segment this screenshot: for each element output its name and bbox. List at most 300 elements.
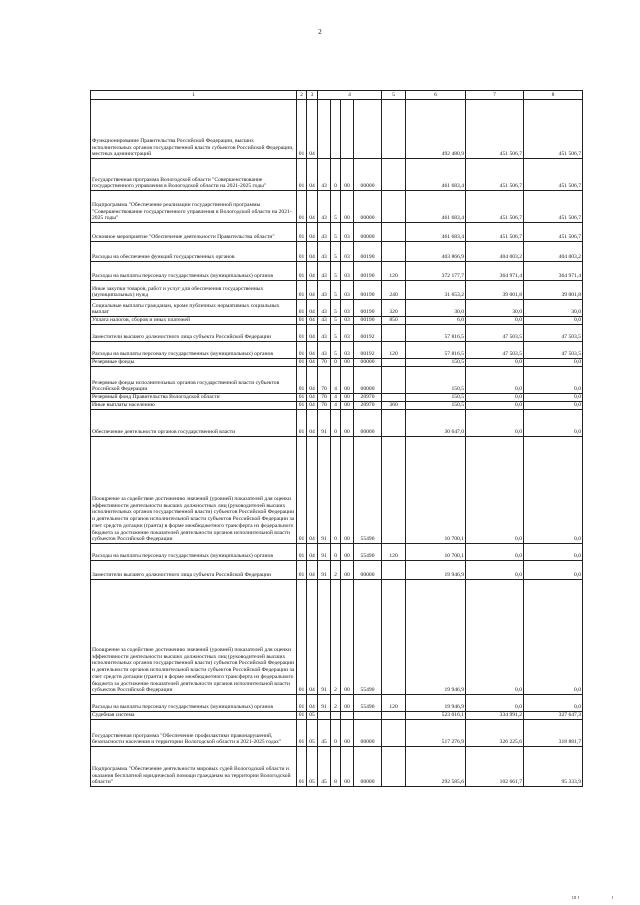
amount-2025-cell: 0,0 xyxy=(524,394,583,402)
program-code-cell: 43 xyxy=(318,223,331,242)
event-code-cell xyxy=(341,712,354,720)
amount-2023-cell: 372 177,7 xyxy=(406,262,466,281)
section-code-cell: 01 xyxy=(297,191,307,223)
event-code-cell: 03 xyxy=(341,325,354,342)
expense-type-cell xyxy=(382,191,406,223)
program-code-cell: 91 xyxy=(318,437,331,544)
row-name-cell: Судебная система xyxy=(91,712,297,720)
subsection-code-cell: 04 xyxy=(307,561,318,580)
program-code-cell: 45 xyxy=(318,720,331,747)
amount-2024-cell: 39 001,8 xyxy=(466,281,524,300)
amount-2024-cell: 451 506,7 xyxy=(466,191,524,223)
section-code-cell: 01 xyxy=(297,342,307,359)
subsection-code-cell: 04 xyxy=(307,281,318,300)
direction-code-cell: 00190 xyxy=(354,281,382,300)
amount-2024-cell: 0,0 xyxy=(466,695,524,712)
event-code-cell: 00 xyxy=(341,544,354,561)
amount-2023-cell: 6,0 xyxy=(406,317,466,325)
expense-type-cell: 360 xyxy=(382,402,406,410)
section-code-cell: 01 xyxy=(297,747,307,787)
row-name-cell: Заместители высшего должностного лица субъекта Российской Федерации xyxy=(91,325,297,342)
program-code-cell: 43 xyxy=(318,262,331,281)
amount-2025-cell: 0,0 xyxy=(524,317,583,325)
program-code-cell: 43 xyxy=(318,342,331,359)
direction-code-cell: 55490 xyxy=(354,695,382,712)
row-name-cell: Основное мероприятие "Обеспечение деятельности Правительства области" xyxy=(91,223,297,242)
subprogram-code-cell: 5 xyxy=(331,262,341,281)
subprogram-code-cell: 0 xyxy=(331,359,341,367)
amount-2025-cell: 0,0 xyxy=(524,402,583,410)
subsection-code-cell: 05 xyxy=(307,712,318,720)
amount-2025-cell: 0,0 xyxy=(524,367,583,394)
amount-2023-cell: 492 480,9 xyxy=(406,100,466,159)
section-code-cell: 01 xyxy=(297,580,307,695)
program-code-cell: 43 xyxy=(318,191,331,223)
event-code-cell: 00 xyxy=(341,359,354,367)
amount-2024-cell: 30,0 xyxy=(466,300,524,317)
section-code-cell: 01 xyxy=(297,159,307,191)
amount-2023-cell: 150,5 xyxy=(406,402,466,410)
direction-code-cell: 00000 xyxy=(354,410,382,437)
header-cell: 4 xyxy=(318,91,382,100)
direction-code-cell xyxy=(354,712,382,720)
subsection-code-cell: 04 xyxy=(307,695,318,712)
row-name-cell: Расходы на выплаты персоналу государственных (муниципальных) органов xyxy=(91,695,297,712)
subprogram-code-cell: 0 xyxy=(331,720,341,747)
subsection-code-cell: 04 xyxy=(307,359,318,367)
amount-2023-cell: 150,5 xyxy=(406,367,466,394)
direction-code-cell: 00000 xyxy=(354,367,382,394)
amount-2025-cell: 327 647,3 xyxy=(524,712,583,720)
amount-2023-cell: 292 585,6 xyxy=(406,747,466,787)
amount-2024-cell: 0,0 xyxy=(466,317,524,325)
subsection-code-cell: 04 xyxy=(307,317,318,325)
header-cell: 7 xyxy=(466,91,524,100)
row-name-cell: Поощрение за содействие достижению значений (уровней) показателей для оценки эффективности деятельности высших должностных лиц (руководителей высших исполнительных органов государственной власти) субъектов Российской Федерации и деятельности органов исполнительной власти субъектов Российской Федерации за счет средств дотации (гранта) в форме межбюджетного трансферта из федерального бюджета за достижение показателей деятельности органов исполнительной власти субъектов Российской Федерации xyxy=(91,580,297,695)
table-row xyxy=(91,262,583,281)
amount-2025-cell: 95 333,9 xyxy=(524,747,583,787)
amount-2024-cell: 0,0 xyxy=(466,402,524,410)
expense-type-cell xyxy=(382,159,406,191)
expense-type-cell xyxy=(382,747,406,787)
subsection-code-cell: 04 xyxy=(307,367,318,394)
amount-2024-cell: 364 971,4 xyxy=(466,262,524,281)
subprogram-code-cell: 0 xyxy=(331,159,341,191)
subprogram-code-cell: 5 xyxy=(331,281,341,300)
direction-code-cell: 00192 xyxy=(354,342,382,359)
amount-2024-cell: 404 003,2 xyxy=(466,242,524,262)
program-code-cell: 70 xyxy=(318,402,331,410)
amount-2024-cell: 334 991,2 xyxy=(466,712,524,720)
section-code-cell: 01 xyxy=(297,281,307,300)
subsection-code-cell: 04 xyxy=(307,191,318,223)
amount-2024-cell: 102 661,7 xyxy=(466,747,524,787)
section-code-cell: 01 xyxy=(297,437,307,544)
amount-2023-cell: 461 683,4 xyxy=(406,159,466,191)
section-code-cell: 01 xyxy=(297,394,307,402)
table-row xyxy=(91,342,583,359)
row-name-cell: Поощрение за содействие достижению значений (уровней) показателей для оценки эффективности деятельности высших должностных лиц (руководителей высших исполнительных органов государственной власти) субъектов Российской Федерации и деятельности органов исполнительной власти субъектов Российской Федерации за счет средств дотации (гранта) в форме межбюджетного трансферта из федерального бюджета за достижение показателей деятельности органов исполнительной власти субъектов Российской Федерации xyxy=(91,437,297,544)
subprogram-code-cell: 2 xyxy=(331,580,341,695)
event-code-cell: 00 xyxy=(341,747,354,787)
subprogram-code-cell xyxy=(331,100,341,159)
subsection-code-cell: 04 xyxy=(307,394,318,402)
row-name-cell: Заместители высшего должностного лица субъекта Российской Федерации xyxy=(91,561,297,580)
budget-table xyxy=(90,90,583,787)
expense-type-cell: 120 xyxy=(382,262,406,281)
table-row xyxy=(91,191,583,223)
amount-2023-cell: 10 700,1 xyxy=(406,437,466,544)
program-code-cell: 91 xyxy=(318,580,331,695)
header-cell: 1 xyxy=(91,91,297,100)
expense-type-cell xyxy=(382,367,406,394)
amount-2024-cell: 47 503,5 xyxy=(466,325,524,342)
amount-2023-cell: 19 946,9 xyxy=(406,580,466,695)
section-code-cell: 01 xyxy=(297,712,307,720)
amount-2025-cell: 451 506,7 xyxy=(524,100,583,159)
section-code-cell: 01 xyxy=(297,262,307,281)
row-name-cell: Расходы на обеспечение функций государственных органов xyxy=(91,242,297,262)
amount-2025-cell: 0,0 xyxy=(524,561,583,580)
amount-2025-cell: 451 506,7 xyxy=(524,223,583,242)
direction-code-cell: 55490 xyxy=(354,437,382,544)
amount-2024-cell: 0,0 xyxy=(466,367,524,394)
table-row xyxy=(91,325,583,342)
event-code-cell: 00 xyxy=(341,561,354,580)
amount-2025-cell: 0,0 xyxy=(524,410,583,437)
section-code-cell: 01 xyxy=(297,367,307,394)
event-code-cell: 00 xyxy=(341,394,354,402)
event-code-cell: 00 xyxy=(341,402,354,410)
subprogram-code-cell: 5 xyxy=(331,325,341,342)
direction-code-cell: 00190 xyxy=(354,317,382,325)
row-name-cell: Резервный фонд Правительства Вологодской области xyxy=(91,394,297,402)
subprogram-code-cell: 5 xyxy=(331,223,341,242)
event-code-cell: 00 xyxy=(341,580,354,695)
section-code-cell: 01 xyxy=(297,720,307,747)
amount-2023-cell: 461 683,4 xyxy=(406,223,466,242)
header-cell: 6 xyxy=(406,91,466,100)
expense-type-cell xyxy=(382,410,406,437)
amount-2023-cell: 30,0 xyxy=(406,300,466,317)
expense-type-cell: 320 xyxy=(382,300,406,317)
amount-2025-cell: 451 506,7 xyxy=(524,191,583,223)
amount-2024-cell: 0,0 xyxy=(466,544,524,561)
amount-2025-cell: 0,0 xyxy=(524,544,583,561)
amount-2023-cell: 19 946,9 xyxy=(406,561,466,580)
program-code-cell: 91 xyxy=(318,695,331,712)
program-code-cell: 43 xyxy=(318,317,331,325)
row-name-cell: Расходы на выплаты персоналу государственных (муниципальных) органов xyxy=(91,544,297,561)
subsection-code-cell: 04 xyxy=(307,159,318,191)
expense-type-cell xyxy=(382,100,406,159)
table-row xyxy=(91,300,583,317)
subprogram-code-cell: 2 xyxy=(331,561,341,580)
event-code-cell: 00 xyxy=(341,410,354,437)
table-header-row xyxy=(91,91,583,100)
row-name-cell: Обеспечение деятельности органов государственной власти xyxy=(91,410,297,437)
amount-2025-cell: 364 971,4 xyxy=(524,262,583,281)
expense-type-cell xyxy=(382,394,406,402)
row-name-cell: Функционирование Правительства Российской Федерации, высших исполнительных органов государственной власти субъектов Российской Федерации, местных администраций xyxy=(91,100,297,159)
program-code-cell: 70 xyxy=(318,359,331,367)
amount-2024-cell: 451 506,7 xyxy=(466,100,524,159)
direction-code-cell: 00192 xyxy=(354,325,382,342)
expense-type-cell xyxy=(382,712,406,720)
amount-2024-cell: 47 503,5 xyxy=(466,342,524,359)
header-cell: 2 xyxy=(297,91,307,100)
table-row xyxy=(91,159,583,191)
direction-code-cell: 55490 xyxy=(354,544,382,561)
amount-2023-cell: 19 946,9 xyxy=(406,695,466,712)
table-row xyxy=(91,317,583,325)
amount-2023-cell: 523 016,1 xyxy=(406,712,466,720)
amount-2025-cell: 30,0 xyxy=(524,300,583,317)
section-code-cell: 01 xyxy=(297,410,307,437)
amount-2023-cell: 57 816,5 xyxy=(406,325,466,342)
table-row xyxy=(91,100,583,159)
subsection-code-cell: 04 xyxy=(307,342,318,359)
amount-2024-cell: 451 506,7 xyxy=(466,159,524,191)
amount-2023-cell: 517 276,9 xyxy=(406,720,466,747)
program-code-cell: 43 xyxy=(318,159,331,191)
subprogram-code-cell: 0 xyxy=(331,437,341,544)
event-code-cell: 03 xyxy=(341,281,354,300)
amount-2025-cell: 39 001,8 xyxy=(524,281,583,300)
program-code-cell: 70 xyxy=(318,367,331,394)
header-cell: 5 xyxy=(382,91,406,100)
amount-2025-cell: 0,0 xyxy=(524,580,583,695)
amount-2024-cell: 326 225,6 xyxy=(466,720,524,747)
direction-code-cell: 00000 xyxy=(354,359,382,367)
amount-2025-cell: 0,0 xyxy=(524,359,583,367)
row-name-cell: Иные выплаты населению xyxy=(91,402,297,410)
subsection-code-cell: 04 xyxy=(307,402,318,410)
expense-type-cell xyxy=(382,359,406,367)
direction-code-cell: 00000 xyxy=(354,191,382,223)
direction-code-cell: 00000 xyxy=(354,561,382,580)
expense-type-cell: 120 xyxy=(382,342,406,359)
table-row xyxy=(91,394,583,402)
amount-2024-cell: 0,0 xyxy=(466,561,524,580)
direction-code-cell: 00000 xyxy=(354,159,382,191)
subprogram-code-cell: 0 xyxy=(331,544,341,561)
amount-2025-cell: 404 003,2 xyxy=(524,242,583,262)
footer-mark: III I xyxy=(572,895,580,900)
table-row xyxy=(91,544,583,561)
section-code-cell: 01 xyxy=(297,325,307,342)
header-cell: 8 xyxy=(524,91,583,100)
subsection-code-cell: 04 xyxy=(307,242,318,262)
amount-2023-cell: 461 683,4 xyxy=(406,191,466,223)
program-code-cell: 91 xyxy=(318,561,331,580)
table-row xyxy=(91,242,583,262)
amount-2024-cell: 0,0 xyxy=(466,437,524,544)
event-code-cell: 00 xyxy=(341,191,354,223)
amount-2025-cell: 451 506,7 xyxy=(524,159,583,191)
program-code-cell: 45 xyxy=(318,747,331,787)
section-code-cell: 01 xyxy=(297,100,307,159)
row-name-cell: Иные закупки товаров, работ и услуг для обеспечения государственных (муниципальных) нужд xyxy=(91,281,297,300)
subprogram-code-cell: 5 xyxy=(331,342,341,359)
row-name-cell: Государственная программа "Обеспечение профилактики правонарушений, безопасности населения и территории Вологодской области в 2021-2025 годах" xyxy=(91,720,297,747)
direction-code-cell: 55490 xyxy=(354,580,382,695)
row-name-cell: Подпрограмма "Обеспечение деятельности мировых судей Вологодской области и оказания бесплатной юридической помощи гражданам на территории Вологодской области" xyxy=(91,747,297,787)
event-code-cell: 03 xyxy=(341,342,354,359)
subprogram-code-cell: 4 xyxy=(331,367,341,394)
expense-type-cell: 240 xyxy=(382,281,406,300)
program-code-cell: 43 xyxy=(318,300,331,317)
table-row xyxy=(91,223,583,242)
direction-code-cell: 20970 xyxy=(354,402,382,410)
event-code-cell: 03 xyxy=(341,242,354,262)
direction-code-cell xyxy=(354,100,382,159)
subprogram-code-cell: 4 xyxy=(331,402,341,410)
event-code-cell: 00 xyxy=(341,695,354,712)
expense-type-cell: 120 xyxy=(382,695,406,712)
amount-2025-cell: 47 503,5 xyxy=(524,342,583,359)
event-code-cell: 03 xyxy=(341,262,354,281)
expense-type-cell xyxy=(382,325,406,342)
subprogram-code-cell: 8 xyxy=(331,747,341,787)
table-row xyxy=(91,712,583,720)
event-code-cell: 00 xyxy=(341,437,354,544)
table-row xyxy=(91,695,583,712)
subprogram-code-cell: 2 xyxy=(331,695,341,712)
amount-2023-cell: 31 653,2 xyxy=(406,281,466,300)
row-name-cell: Уплата налогов, сборов и иных платежей xyxy=(91,317,297,325)
direction-code-cell: 00190 xyxy=(354,262,382,281)
expense-type-cell xyxy=(382,242,406,262)
footer-mark: I xyxy=(612,895,614,900)
table-row xyxy=(91,410,583,437)
row-name-cell: Расходы на выплаты персоналу государственных (муниципальных) органов xyxy=(91,342,297,359)
table-row xyxy=(91,367,583,394)
amount-2023-cell: 10 700,1 xyxy=(406,544,466,561)
amount-2024-cell: 0,0 xyxy=(466,410,524,437)
expense-type-cell xyxy=(382,223,406,242)
expense-type-cell xyxy=(382,561,406,580)
direction-code-cell: 00190 xyxy=(354,300,382,317)
table-row xyxy=(91,561,583,580)
section-code-cell: 01 xyxy=(297,223,307,242)
subsection-code-cell: 04 xyxy=(307,410,318,437)
program-code-cell xyxy=(318,712,331,720)
subprogram-code-cell: 5 xyxy=(331,242,341,262)
subprogram-code-cell: 4 xyxy=(331,394,341,402)
amount-2023-cell: 30 647,0 xyxy=(406,410,466,437)
row-name-cell: Подпрограмма "Обеспечение реализации государственной программы "Совершенствование государственного управления в Вологодской области на 2021-2025 годы" xyxy=(91,191,297,223)
expense-type-cell: 850 xyxy=(382,317,406,325)
direction-code-cell: 00190 xyxy=(354,242,382,262)
row-name-cell: Расходы на выплаты персоналу государственных (муниципальных) органов xyxy=(91,262,297,281)
amount-2024-cell: 451 506,7 xyxy=(466,223,524,242)
section-code-cell: 01 xyxy=(297,359,307,367)
subsection-code-cell: 04 xyxy=(307,100,318,159)
amount-2024-cell: 0,0 xyxy=(466,359,524,367)
expense-type-cell xyxy=(382,580,406,695)
subprogram-code-cell: 5 xyxy=(331,317,341,325)
amount-2025-cell: 0,0 xyxy=(524,695,583,712)
event-code-cell: 00 xyxy=(341,720,354,747)
row-name-cell: Резервные фонды xyxy=(91,359,297,367)
header-cell: 3 xyxy=(307,91,318,100)
program-code-cell: 43 xyxy=(318,325,331,342)
expense-type-cell: 120 xyxy=(382,544,406,561)
section-code-cell: 01 xyxy=(297,300,307,317)
amount-2023-cell: 57 816,5 xyxy=(406,342,466,359)
subsection-code-cell: 04 xyxy=(307,325,318,342)
event-code-cell: 00 xyxy=(341,159,354,191)
table-row xyxy=(91,720,583,747)
table-row xyxy=(91,580,583,695)
direction-code-cell: 20970 xyxy=(354,394,382,402)
table-row xyxy=(91,281,583,300)
section-code-cell: 01 xyxy=(297,242,307,262)
amount-2024-cell: 0,0 xyxy=(466,394,524,402)
subprogram-code-cell: 5 xyxy=(331,191,341,223)
subsection-code-cell: 05 xyxy=(307,747,318,787)
direction-code-cell: 00000 xyxy=(354,720,382,747)
subsection-code-cell: 04 xyxy=(307,437,318,544)
event-code-cell xyxy=(341,100,354,159)
event-code-cell: 03 xyxy=(341,223,354,242)
direction-code-cell: 00000 xyxy=(354,223,382,242)
row-name-cell: Резервные фонды исполнительных органов государственной власти субъектов Российской Федерации xyxy=(91,367,297,394)
section-code-cell: 01 xyxy=(297,544,307,561)
section-code-cell: 01 xyxy=(297,402,307,410)
table-row xyxy=(91,747,583,787)
event-code-cell: 03 xyxy=(341,300,354,317)
expense-type-cell xyxy=(382,720,406,747)
row-name-cell: Социальные выплаты гражданам, кроме публичных нормативных социальных выплат xyxy=(91,300,297,317)
amount-2025-cell: 318 881,7 xyxy=(524,720,583,747)
subprogram-code-cell xyxy=(331,712,341,720)
amount-2024-cell: 0,0 xyxy=(466,580,524,695)
section-code-cell: 01 xyxy=(297,695,307,712)
program-code-cell: 91 xyxy=(318,544,331,561)
subprogram-code-cell: 0 xyxy=(331,410,341,437)
event-code-cell: 00 xyxy=(341,367,354,394)
amount-2025-cell: 0,0 xyxy=(524,437,583,544)
table-row xyxy=(91,359,583,367)
event-code-cell: 03 xyxy=(341,317,354,325)
subsection-code-cell: 04 xyxy=(307,300,318,317)
direction-code-cell: 00000 xyxy=(354,747,382,787)
program-code-cell: 70 xyxy=(318,394,331,402)
subsection-code-cell: 04 xyxy=(307,223,318,242)
subsection-code-cell: 04 xyxy=(307,262,318,281)
amount-2023-cell: 150,5 xyxy=(406,394,466,402)
program-code-cell: 43 xyxy=(318,242,331,262)
table-row xyxy=(91,402,583,410)
section-code-cell: 01 xyxy=(297,561,307,580)
amount-2023-cell: 403 866,9 xyxy=(406,242,466,262)
table-row xyxy=(91,437,583,544)
page-number: 2 xyxy=(318,28,322,36)
amount-2025-cell: 47 503,5 xyxy=(524,325,583,342)
program-code-cell xyxy=(318,100,331,159)
subsection-code-cell: 05 xyxy=(307,720,318,747)
section-code-cell: 01 xyxy=(297,317,307,325)
subsection-code-cell: 04 xyxy=(307,580,318,695)
amount-2023-cell: 150,5 xyxy=(406,359,466,367)
subprogram-code-cell: 5 xyxy=(331,300,341,317)
program-code-cell: 43 xyxy=(318,281,331,300)
subsection-code-cell: 04 xyxy=(307,544,318,561)
row-name-cell: Государственная программа Вологодской области "Совершенствование государственного управления в Вологодской области на 2021-2025 годы" xyxy=(91,159,297,191)
expense-type-cell xyxy=(382,437,406,544)
